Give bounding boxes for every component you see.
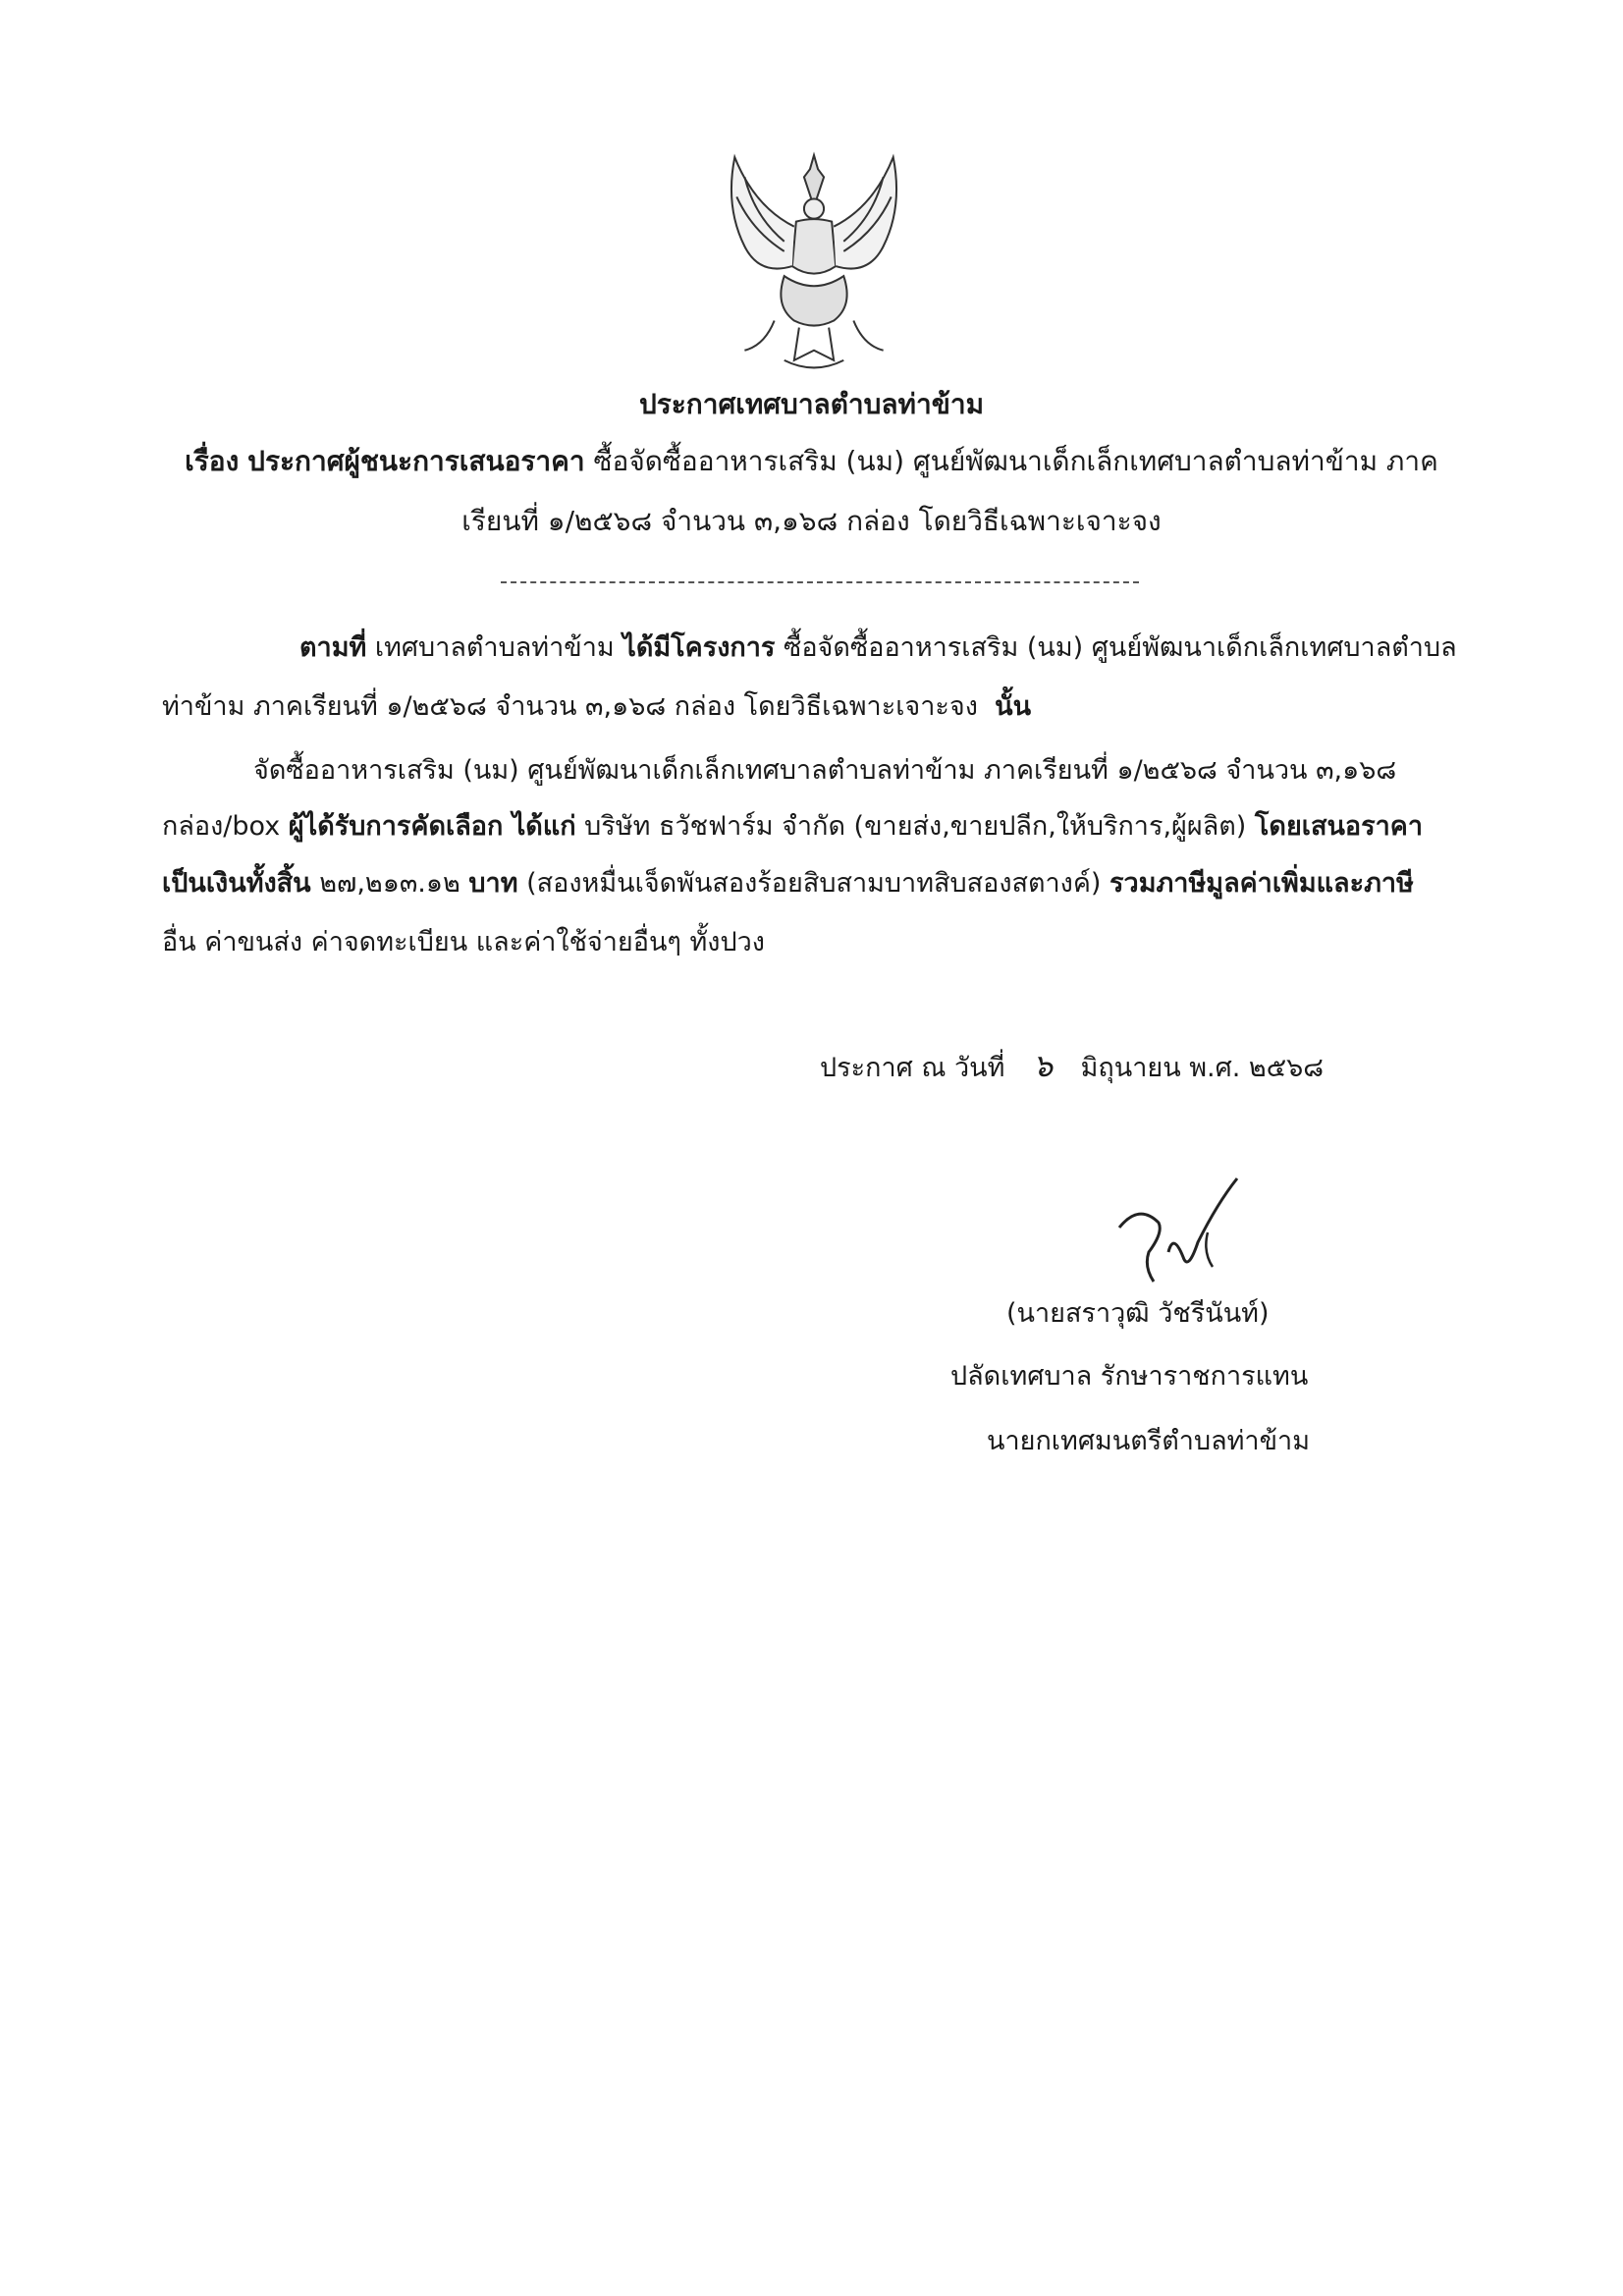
p2-l2a: กล่อง/box <box>162 811 281 842</box>
announce-date <box>820 1046 1324 1088</box>
announce-day: ๖ <box>1032 1047 1054 1084</box>
p2-l3c: บาท <box>468 868 518 899</box>
p2-l3e: รวมภาษีมูลค่าเพิ่มและภาษี <box>1109 868 1414 899</box>
subject-rest: ซื้อจัดซื้ออาหารเสริม (นม) ศูนย์พัฒนาเด็กเล็กเทศบาลตำบลท่าข้าม ภาค <box>593 445 1438 477</box>
announce-prefix: ประกาศ ณ วันที่ <box>820 1053 1005 1083</box>
p1-c: ซื้อจัดซื้ออาหารเสริม (นม) ศูนย์พัฒนาเด็กเล็กเทศบาลตำบล <box>784 632 1457 663</box>
subject-line-2: เรียนที่ ๑/๒๕๖๘ จำนวน ๓,๑๖๘ กล่อง โดยวิธีเฉพาะเจาะจง <box>461 505 1162 537</box>
paragraph-2-line-4: อื่น ค่าขนส่ง ค่าจดทะเบียน และค่าใช้จ่ายอื่นๆ ทั้งปวง <box>162 927 765 957</box>
paragraph-1-line-1 <box>299 629 1457 668</box>
subject-bold: ประกาศผู้ชนะการเสนอราคา <box>247 445 585 477</box>
p2-l2c: บริษัท ธวัชฟาร์ม จำกัด (ขายส่ง,ขายปลีก,ให้บริการ,ผู้ผลิต) <box>584 811 1247 842</box>
subject-label: เรื่อง <box>185 445 240 477</box>
signatory-position-2: นายกเทศมนตรีตำบลท่าข้าม <box>987 1426 1310 1456</box>
handwritten-signature <box>1109 1174 1247 1301</box>
announce-month-year: มิถุนายน พ.ศ. ๒๕๖๘ <box>1080 1053 1325 1083</box>
p2-l2b: ผู้ได้รับการคัดเลือก ได้แก่ <box>288 811 576 842</box>
signatory-name: (นายสราวุฒิ วัชรีนันท์) <box>1006 1298 1270 1329</box>
signatory-position-1: ปลัดเทศบาล รักษาราชการแทน <box>950 1361 1309 1392</box>
paragraph-2-line-3 <box>162 864 1414 903</box>
p2-l2d: โดยเสนอราคา <box>1254 811 1424 842</box>
p1-line2: ท่าข้าม ภาคเรียนที่ ๑/๒๕๖๘ จำนวน ๓,๑๖๘ กล่อง โดยวิธีเฉพาะเจาะจง <box>162 691 978 722</box>
p1-lead: ตามที่ <box>299 632 367 663</box>
p1-end: นั้น <box>995 691 1032 722</box>
subject-line-1 <box>147 442 1476 481</box>
paragraph-2-line-2 <box>162 807 1423 847</box>
paragraph-2-line-1: จัดซื้ออาหารเสริม (นม) ศูนย์พัฒนาเด็กเล็กเทศบาลตำบลท่าข้าม ภาคเรียนที่ ๑/๒๕๖๘ จำนวน ๓,๑๖๘ <box>253 755 1397 786</box>
document-title: ประกาศเทศบาลตำบลท่าข้าม <box>638 388 985 420</box>
p1-a: เทศบาลตำบลท่าข้าม <box>374 632 615 663</box>
p2-l3a: เป็นเงินทั้งสิ้น <box>162 868 311 899</box>
paragraph-1-line-2 <box>162 687 1031 727</box>
p1-b: ได้มีโครงการ <box>622 632 776 663</box>
p2-l3b: ๒๗,๒๑๓.๑๒ <box>319 868 460 899</box>
garuda-emblem-icon <box>715 147 913 375</box>
divider-line <box>501 581 1139 583</box>
p2-l3d: (สองหมื่นเจ็ดพันสองร้อยสิบสามบาทสิบสองสตางค์) <box>526 868 1102 899</box>
